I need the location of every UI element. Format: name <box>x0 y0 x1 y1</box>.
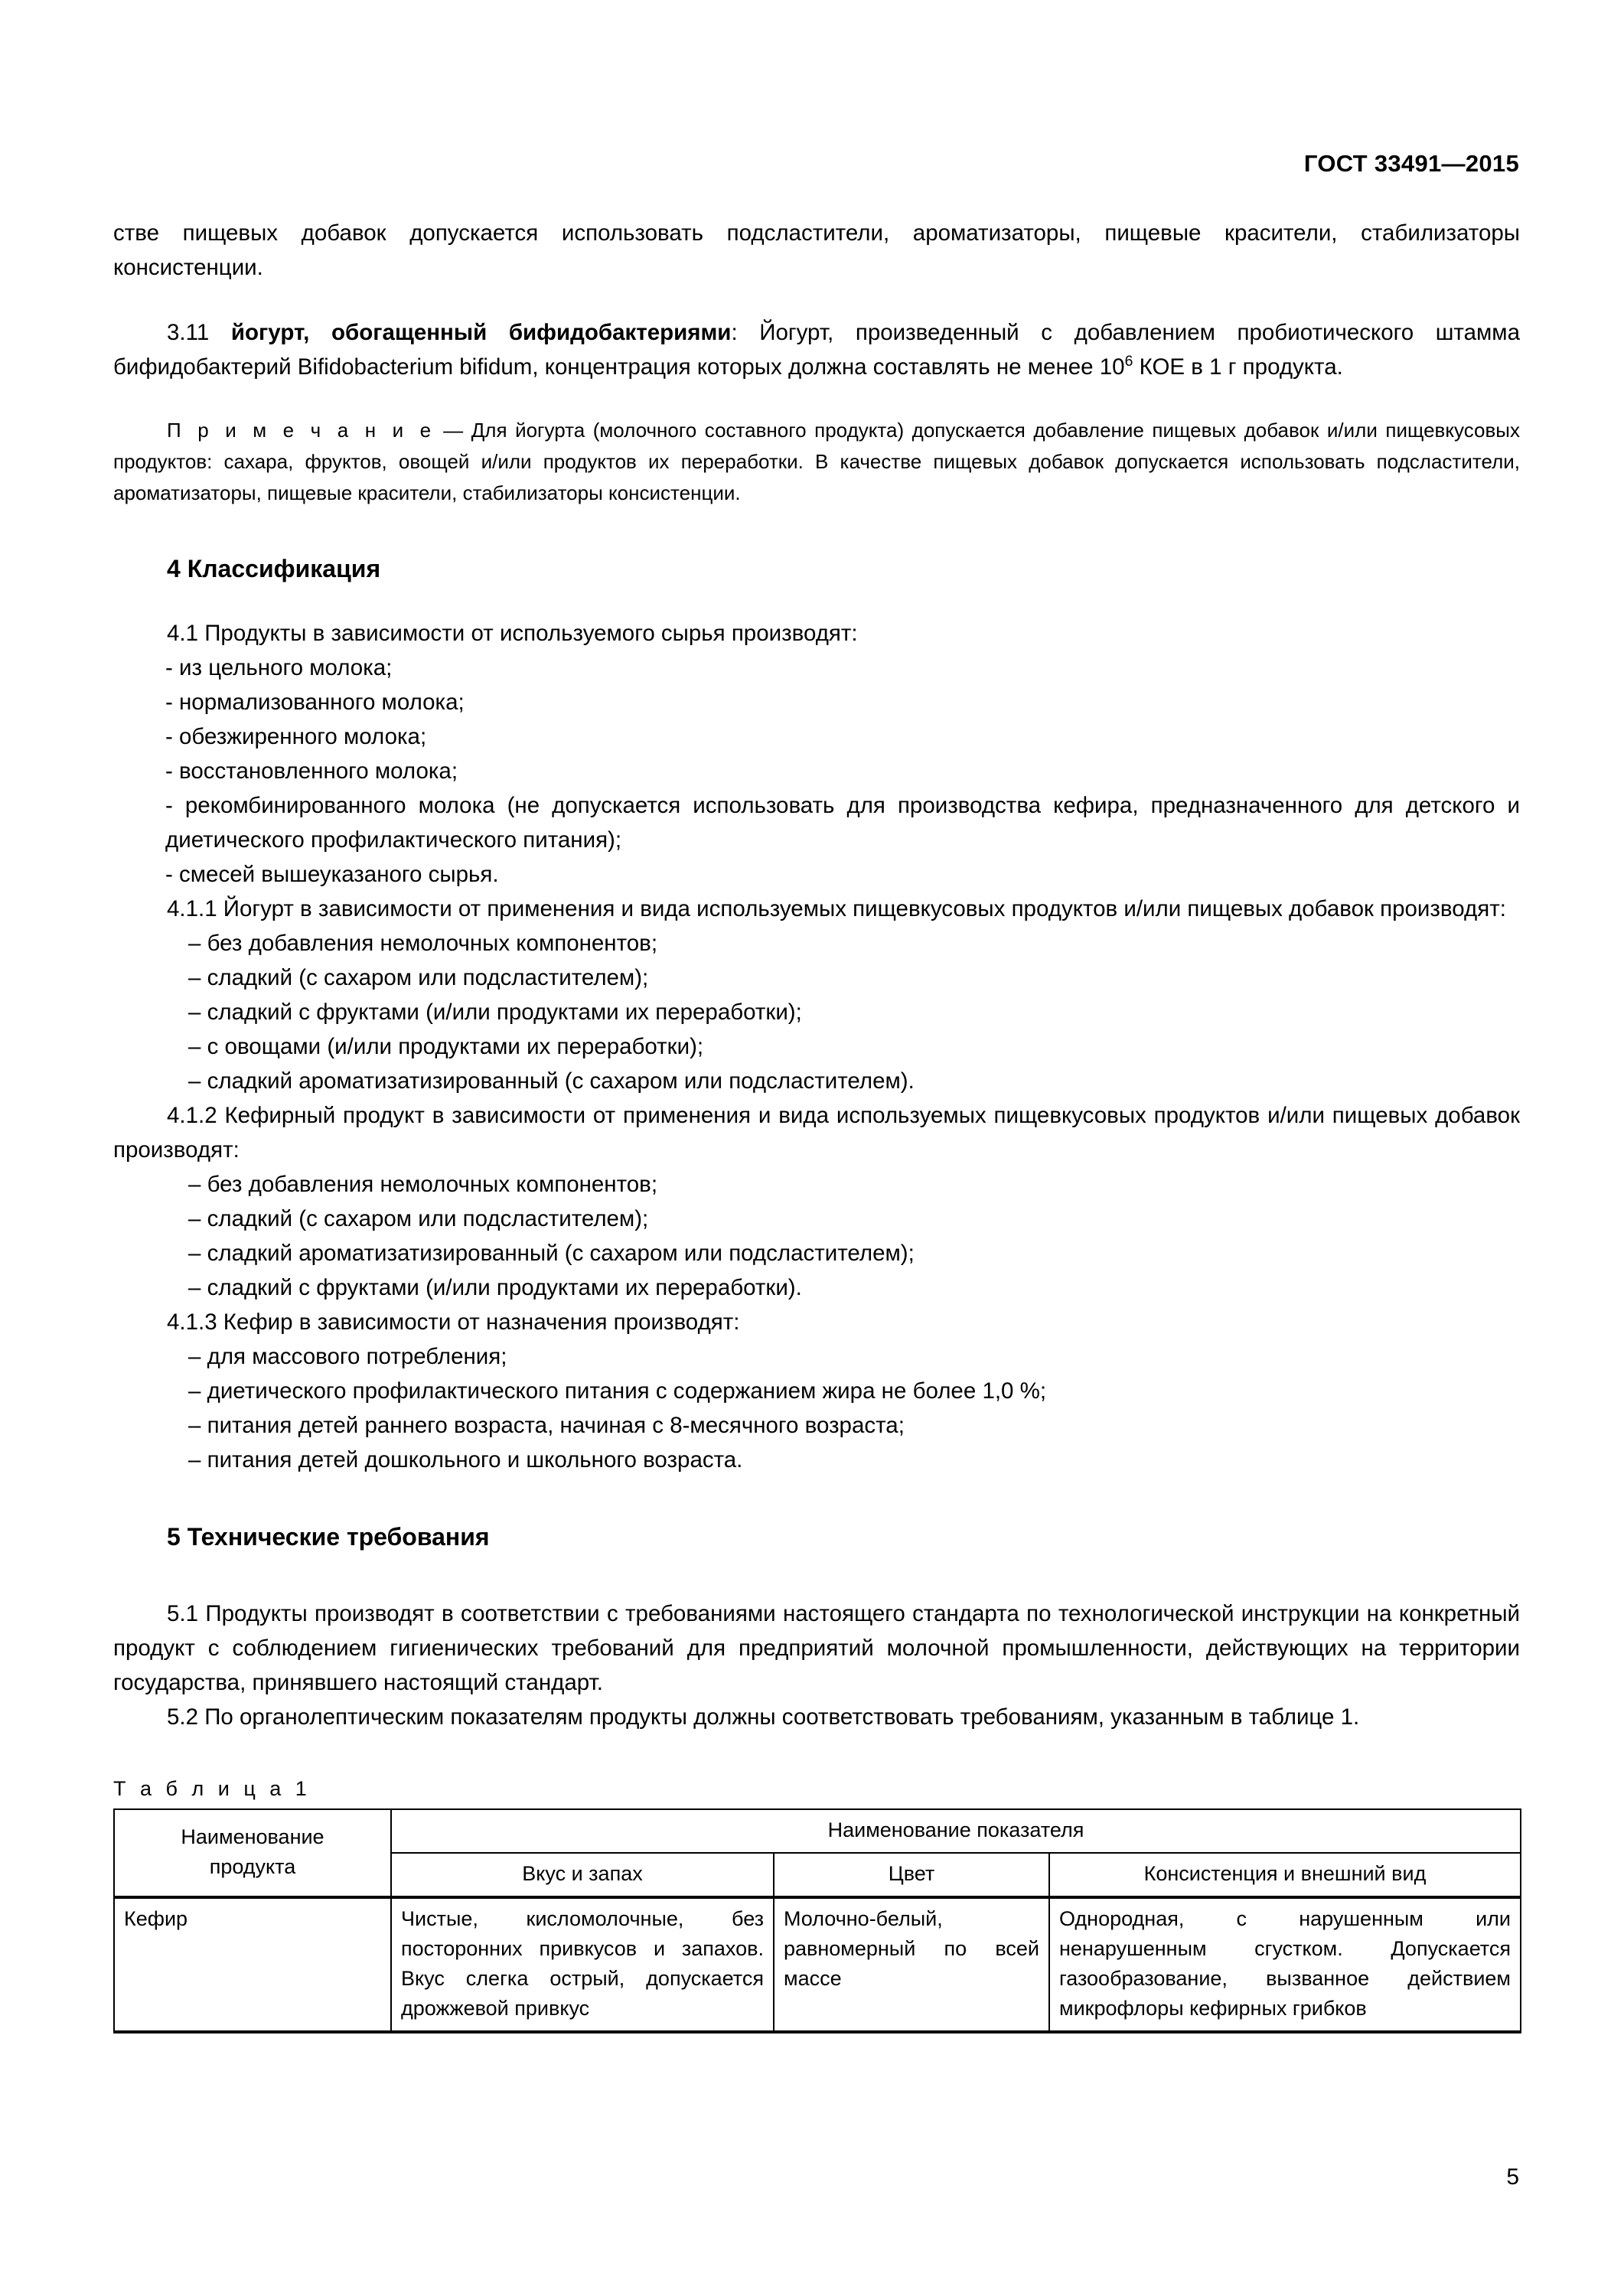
note-label: П р и м е ч а н и е <box>167 419 435 442</box>
list-item: - восстановленного молока; <box>165 758 458 784</box>
table-subheader-taste-smell: Вкус и запах <box>391 1853 774 1897</box>
table-subheader-color: Цвет <box>774 1853 1049 1897</box>
list-item: – без добавления немолочных компонентов; <box>188 931 658 956</box>
list-item: – сладкий с фруктами (и/или продуктами их переработки); <box>188 1000 802 1025</box>
list-item: – сладкий (с сахаром или подсластителем); <box>188 1206 649 1231</box>
list-item: – сладкий ароматизатизированный (с сахаром или подсластителем); <box>188 1241 915 1266</box>
paragraph-4-1-1: 4.1.1 Йогурт в зависимости от применения и вида используемых пищевкусовых продуктов и/или пищевых добавок производят: <box>167 896 1506 921</box>
spacer <box>113 1477 1520 1520</box>
list-item: – сладкий ароматизатизированный (с сахаром или подсластителем). <box>188 1068 915 1094</box>
spacer <box>113 384 1520 415</box>
spacer <box>113 509 1520 552</box>
list-item: – без добавления немолочных компонентов; <box>188 1172 658 1197</box>
list-item: – сладкий (с сахаром или подсластителем); <box>188 965 649 990</box>
list-item: – диетического профилактического питания с содержанием жира не более 1,0 %; <box>188 1378 1047 1404</box>
table-subheader-consistency: Консистенция и внешний вид <box>1049 1853 1521 1897</box>
list-item: - нормализованного молока; <box>165 690 465 715</box>
table-caption: Т а б л и ц а 1 <box>113 1777 311 1800</box>
term-definition-text-part1: : Йогурт, произведенный с добавлением пробиотического штамма бифидобактерий Bifidobacterium bifidum, концентрация которых должна составлять не менее 10 <box>113 320 1520 380</box>
table-cell-product: Кефир <box>114 1897 391 2032</box>
table-1 <box>113 1808 1521 2033</box>
document-content <box>113 216 1520 2033</box>
term-name: йогурт, обогащенный бифидобактериями <box>230 320 732 345</box>
carryover-paragraph: стве пищевых добавок допускается использовать подсластители, ароматизаторы, пищевые красители, стабилизаторы консистенции. <box>113 220 1520 280</box>
table-cell-consistency: Однородная, с нарушенным или ненарушенным сгустком. Допускается газообразование, вызванное действием микрофлоры кефирных грибков <box>1049 1897 1521 2032</box>
list-item: - обезжиренного молока; <box>165 724 427 749</box>
list-item: - из цельного молока; <box>165 655 393 680</box>
table-header-row-group <box>114 1809 1521 1853</box>
list-item: – сладкий с фруктами (и/или продуктами их переработки). <box>188 1275 802 1300</box>
paragraph-4-1-2: 4.1.2 Кефирный продукт в зависимости от применения и вида используемых пищевкусовых продуктов и/или пищевых добавок производят: <box>113 1103 1520 1163</box>
table-header-indicator-group: Наименование показателя <box>391 1809 1521 1853</box>
note-text: Для йогурта (молочного составного продукта) допускается добавление пищевых добавок и/или пищевкусовых продуктов: сахара, фруктов, овощей и/или продуктов их переработки. В качестве пищевых добавок допускается использовать подсластители, ароматизаторы, пищевые красители, стабилизаторы консистенции. <box>113 419 1520 504</box>
spacer <box>113 585 1520 616</box>
list-item: – питания детей раннего возраста, начиная с 8-месячного возраста; <box>188 1413 905 1438</box>
section-heading-4: 4 Классификация <box>167 555 381 582</box>
header-line-1: Наименование <box>181 1825 324 1848</box>
paragraph-4-1-3: 4.1.3 Кефир в зависимости от назначения производят: <box>167 1309 740 1335</box>
list-item: - смесей вышеуказаного сырья. <box>165 862 499 887</box>
table-cell-taste-smell: Чистые, кисломолочные, без посторонних привкусов и запахов. Вкус слегка острый, допускается дрожжевой привкус <box>391 1897 774 2032</box>
paragraph-5-2: 5.2 По органолептическим показателям продукты должны соответствовать требованиям, указанным в таблице 1. <box>167 1704 1360 1730</box>
section-heading-5: 5 Технические требования <box>167 1523 490 1551</box>
table-row <box>114 1897 1521 2032</box>
document-header-standard-number: ГОСТ 33491—2015 <box>1303 150 1519 177</box>
list-item: – для массового потребления; <box>188 1344 507 1369</box>
term-number: 3.11 <box>167 320 210 345</box>
page-number: 5 <box>1506 2164 1519 2190</box>
note-dash: — <box>443 419 464 442</box>
table-header-product-name <box>114 1809 391 1897</box>
list-item: – питания детей дошкольного и школьного возраста. <box>188 1447 743 1473</box>
term-definition-3-11 <box>113 315 1520 384</box>
list-item: – с овощами (и/или продуктами их переработки); <box>188 1034 704 1059</box>
spacer <box>113 1734 1520 1777</box>
list-item: - рекомбинированного молока (не допускается использовать для производства кефира, предназначенного для детского и диетического профилактического питания); <box>165 793 1520 853</box>
paragraph-4-1: 4.1 Продукты в зависимости от используемого сырья производят: <box>167 621 858 646</box>
paragraph-5-1: 5.1 Продукты производят в соответствии с требованиями настоящего стандарта по технологической инструкции на конкретный продукт с соблюдением гигиенических требований для предприятий молочной промышленности, действующих на территории государства, принявшего настоящий стандарт. <box>113 1601 1520 1695</box>
spacer <box>113 285 1520 315</box>
header-line-2: продукта <box>209 1855 296 1878</box>
exponent-value: 6 <box>1124 353 1133 370</box>
note-block <box>113 415 1520 509</box>
spacer <box>113 1554 1520 1596</box>
table-cell-color: Молочно-белый, равномерный по всей массе <box>774 1897 1049 2032</box>
term-definition-text-part2: КОЕ в 1 г продукта. <box>1133 354 1343 380</box>
